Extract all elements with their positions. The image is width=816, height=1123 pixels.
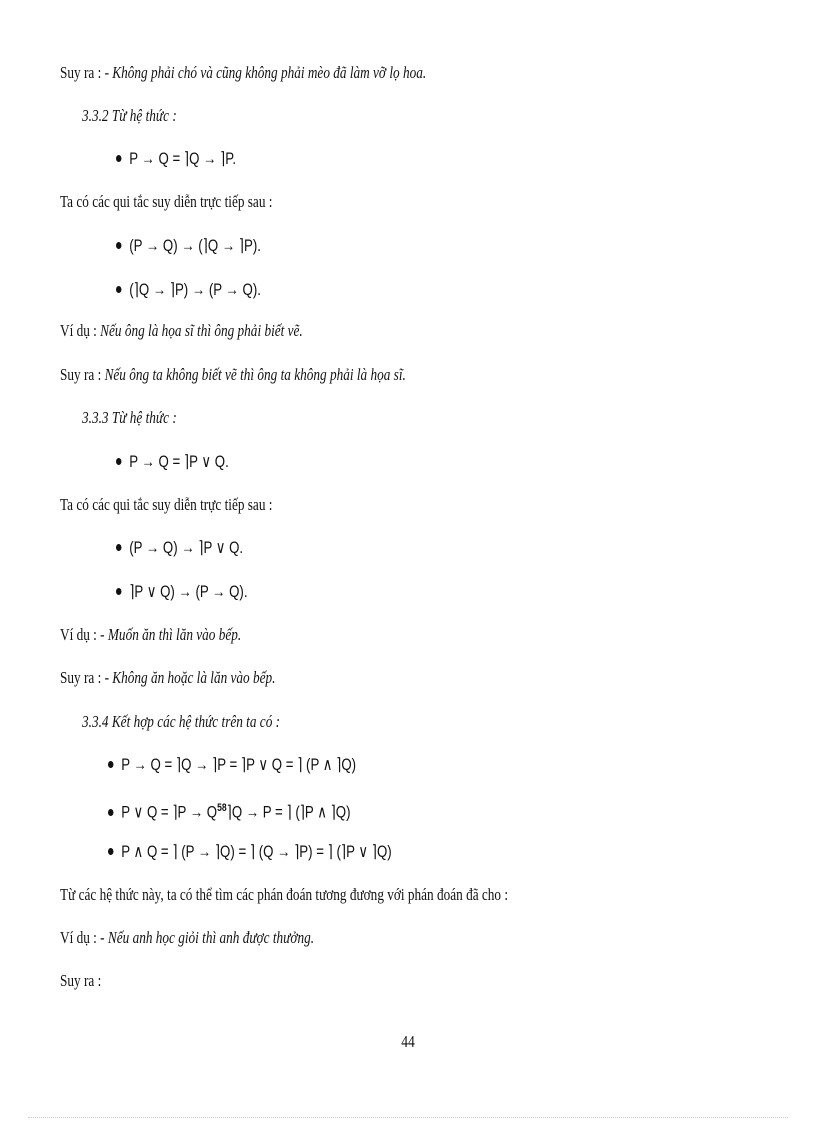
section-heading-3-3-4: 3.3.4 Kết hợp các hệ thức trên ta có : (82, 712, 281, 731)
page-bottom-divider (28, 1117, 788, 1118)
rule-2a: (P → Q) → ⌉P ∨ Q. (116, 537, 243, 559)
rule-intro-3: Từ các hệ thức này, ta có thể tìm các phán đoán tương đương với phán đoán đã cho : (60, 885, 509, 904)
bullet-icon (116, 588, 121, 595)
formula-3-3-3: P → Q = ⌉P ∨ Q. (116, 451, 229, 473)
bullet-icon (116, 155, 121, 162)
rule-2b: ⌉P ∨ Q) → (P → Q). (116, 581, 248, 603)
rule-intro-2: Ta có các qui tắc suy diễn trực tiếp sau : (60, 495, 273, 514)
combined-formula-1: P → Q = ⌉Q → ⌉P = ⌉P ∨ Q = ⌉ (P ∧ ⌉Q) (108, 754, 356, 776)
section-heading-3-3-3: 3.3.3 Từ hệ thức : (82, 408, 177, 427)
example-line-3: Ví dụ : - Nếu anh học giỏi thì anh được thưởng. (60, 928, 315, 947)
conclusion-line-2: Suy ra : Nếu ông ta không biết vẽ thì ông ta không phải là họa sĩ. (60, 365, 406, 384)
rule-1a: (P → Q) → (⌉Q → ⌉P). (116, 235, 261, 257)
conclusion-line-1: Suy ra : - Không phải chó và cũng không phải mèo đã làm vỡ lọ hoa. (60, 63, 427, 82)
conclusion-line-3: Suy ra : - Không ăn hoặc là lăn vào bếp. (60, 668, 276, 687)
combined-formula-2: P ∨ Q = ⌉P → $Q^{58}⌉Q \to P$ = ⌉ (⌉P ∧ ⌉Q) (108, 797, 351, 824)
rule-1b: (⌉Q → ⌉P) → (P → Q). (116, 279, 261, 301)
bullet-icon (108, 848, 113, 855)
example-line-1: Ví dụ : Nếu ông là họa sĩ thì ông phải biết vẽ. (60, 321, 303, 340)
section-heading-3-3-2: 3.3.2 Từ hệ thức : (82, 106, 177, 125)
bullet-icon (116, 544, 121, 551)
page-number: 44 (401, 1032, 415, 1051)
bullet-icon (116, 458, 121, 465)
rule-intro-1: Ta có các qui tắc suy diễn trực tiếp sau : (60, 192, 273, 211)
conclusion-line-4: Suy ra : (60, 971, 102, 990)
bullet-icon (116, 242, 121, 249)
combined-formula-3: P ∧ Q = ⌉ (P → ⌉Q) = ⌉ (Q → ⌉P) = ⌉ (⌉P ∨ ⌉Q) (108, 841, 392, 863)
example-line-2: Ví dụ : - Muốn ăn thì lăn vào bếp. (60, 625, 242, 644)
bullet-icon (108, 761, 113, 768)
bullet-icon (116, 286, 121, 293)
footnote-marker: 58 (217, 802, 227, 814)
formula-3-3-2: P → Q = ⌉Q → ⌉P. (116, 148, 236, 170)
bullet-icon (108, 809, 113, 816)
